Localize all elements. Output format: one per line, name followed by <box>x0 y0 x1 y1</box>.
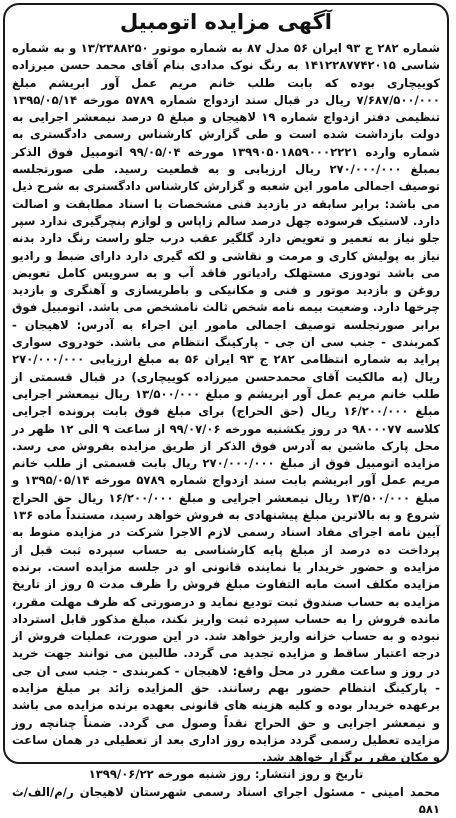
publish-date-line: تاریخ و روز انتشار: روز شنبه مورخه ۱۳۹۹/۰۶/۲۲ <box>88 767 364 782</box>
notice-footer <box>12 766 440 818</box>
auction-notice <box>3 3 449 817</box>
signature-line: محمد امینی - مسئول اجرای اسناد رسمی شهرستان لاهیجان ر/م/الف/ث ۵۸۱ <box>12 784 440 817</box>
notice-body: شماره ۲۸۲ ج ۹۳ ایران ۵۶ مدل ۸۷ به شماره موتور ۱۳/۲۳۸۸۲۵۰ و به شماره شاسی ۱۴۱۲۲۸۷۷۴۲۰۱۵ به رنگ نوک مدادی بنام آقای محمد حسن میرزاده کوییچاری بوده که بابت طلب خانم مریم عمل آور ابریشم مبلغ ۷/۶۸۷/۵۰۰/۰۰۰ ریال در قبال سند ازدواج شماره ۵۷۸۹ مورخه ۱۳۹۵/۰۵/۱۴ تنظیمی دفتر ازدواج شماره ۱۹ لاهیجان و مبلغ ۵ درصد نیمعشر اجرایی به دولت بازداشت شده است و طی گزارش کارشناس رسمی دادگستری به شماره وارده ۱۳۹۹۰۵۰۱۸۵۹۰۰۰۲۲۲۱ مورخه ۹۹/۰۵/۰۴ اتومبیل فوق الذکر بمبلغ ۲۷۰/۰۰۰/۰۰۰ ریال ارزیابی و به قطعیت رسید. طی صورتجلسه توصیف اجمالی مامور این شعبه و گزارش کارشناس دادگستری به شرح ذیل می باشد: برابر سابقه در بازدید فنی مشخصات با اسناد مطابقت و اصالت دارد. لاستیک فرسوده چهل درصد سالم زاپاس و لوازم پنچرگیری ندارد سپر جلو نیاز به تعمیر و تعویض دارد گلگیر عقب درب جلو راست رنگ دارد بدنه نیاز به پولیش کاری و مرمت و نقاشی و لکه گیری دارد دارای ضبط و رادیو می باشد تودوزی مستهلک رادیاتور فاقد آب و به سرویس کامل تعویض روغن و بازدید موتور و فنی و مکانیکی و باطریسازی و آهنگری و بازدید چرخها دارد. وضعیت بیمه نامه شخص ثالث نامشخص می باشد. اتومبیل فوق برابر صورتجلسه توصیف اجمالی مامور این اجراء به آدرس: لاهیجان - کمربندی - جنب سی ان جی - پارکینگ انتظام می باشد. خودروی سواری پراید به شماره انتظامی ۲۸۲ ج ۹۳ ایران ۵۶ به مبلغ ارزیابی ۲۷۰/۰۰۰/۰۰۰ ریال (به مالکیت آقای محمدحسن میرزاده کوییچاری) در قبال قسمتی از طلب خانم مریم عمل آور ابریشم و مبلغ ۱۳/۵۰۰/۰۰۰ ریال نیمعشر اجرایی مبلغ ۱۶/۲۰۰/۰۰۰ ریال (حق الحراج) برای مبلغ فوق بابت پرونده اجرایی کلاسه ۹۸۰۰۰۷۷ در روز یکشنبه مورخه ۹۹/۰۷/۰۶ از ساعت ۹ الی ۱۲ ظهر در محل پارک ماشین به آدرس فوق الذکر از طریق مزایده بفروش می رسد. مزایده اتومبیل فوق از مبلغ ۲۷۰/۰۰۰/۰۰۰ ریال بابت قسمتی از طلب خانم مریم عمل آور ابریشم بابت سند ازدواج شماره ۵۷۸۹ مورخه ۱۳۹۵/۰۵/۱۴ و مبلغ ۱۳/۵۰۰/۰۰۰ ریال نیمعشر اجرایی و مبلغ ۱۶/۲۰۰/۰۰۰ ریال حق الحراج شروع و به بالاترین مبلغ پیشنهادی به فروش خواهد رسید، مستنداً ماده ۱۳۶ آیین نامه اجرای مفاد اسناد رسمی لازم الاجرا شرکت در مزایده منوط به پرداخت ده درصد از مبلغ پایه کارشناسی به حساب سپرده ثبت قبل از مزایده و حضور خریدار یا نماینده قانونی او در جلسه مزایده است. برنده مزایده مکلف است مابه التفاوت مبلغ فروش را ظرف مدت ۵ روز از تاریخ مزایده به حساب صندوق ثبت تودیع نماید و درصورتی که ظرف مهلت مقرر، مانده فروش را به حساب سپرده ثبت واریز نکند، مبلغ مذکور قابل استرداد نبوده و به حساب خزانه واریز خواهد شد. در این صورت، عملیات فروش از درجه اعتبار ساقط و مزایده تجدید می گردد. طالبین می توانند جهت خرید در روز و ساعت مقرر در محل واقع: لاهیجان - کمربندی - جنب سی ان جی - پارکینگ انتظام حضور بهم رسانند. حق المزایده زائد بر مبلغ مزایده برعهده خریدار بوده و کلیه هزینه های قانونی بعهده برنده مزایده می باشد و نیمعشر اجرایی و حق الحراج نقداً وصول می گردد. ضمناً چنانچه روز مزایده تعطیل رسمی گردد مزایده روز اداری بعد از تعطیلی در همان ساعت و مکان مقرر برگزار خواهد شد. <box>12 41 441 765</box>
notice-title: آگهی مزایده اتومبیل <box>120 10 332 34</box>
